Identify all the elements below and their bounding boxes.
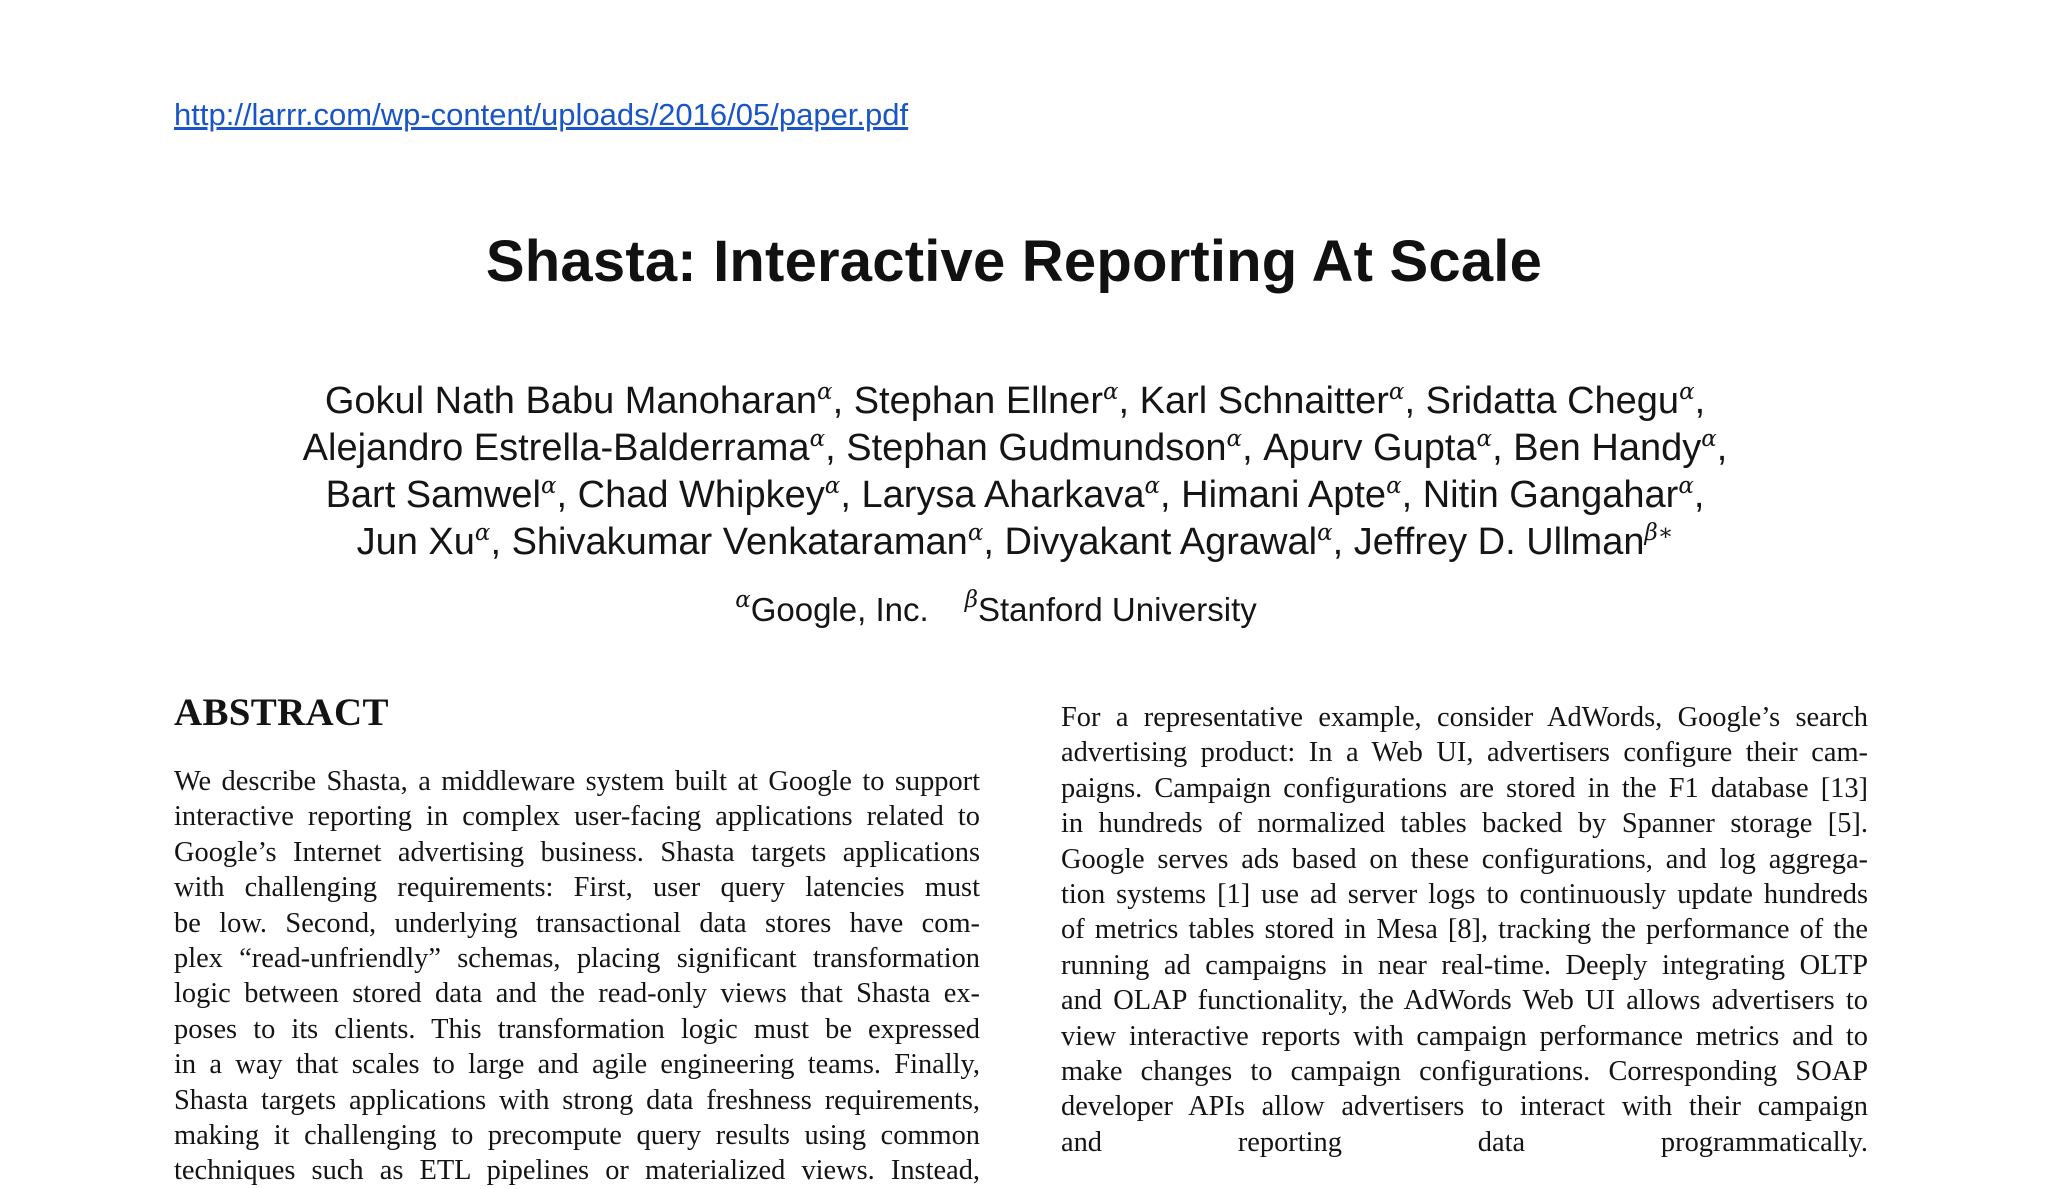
abstract-line: making it challenging to precompute query results using common <box>174 1120 980 1152</box>
affiliations <box>170 587 1822 629</box>
author-separator: , <box>1160 474 1182 516</box>
author <box>846 427 1263 469</box>
author-separator: , <box>1118 380 1140 422</box>
author-separator: , <box>1492 427 1514 469</box>
affiliation <box>964 587 1257 629</box>
affiliation-name: Stanford University <box>978 591 1257 628</box>
author-separator: , <box>983 521 1005 563</box>
intro-line: view interactive reports with campaign performance metrics and to <box>1061 1020 1868 1052</box>
author <box>1140 380 1426 422</box>
author <box>854 380 1140 422</box>
paper-url-link[interactable]: http://larrr.com/wp-content/uploads/2016/05/paper.pdf <box>174 97 909 132</box>
abstract-line: poses to its clients. This transformation logic must be expressed <box>174 1013 980 1045</box>
intro-line: running ad campaigns in near real-time. Deeply integrating OLTP <box>1061 949 1868 981</box>
author <box>326 474 578 516</box>
affiliation <box>735 587 929 629</box>
author-name: Larysa Aharkava <box>861 474 1145 516</box>
author-affiliation-marker: α <box>1226 426 1243 452</box>
abstract-line: plex “read-unfriendly” schemas, placing significant transformation <box>174 943 980 975</box>
intro-line: advertising product: In a Web UI, advertisers configure their cam- <box>1061 737 1868 769</box>
author-name: Stephan Gudmundson <box>846 427 1227 469</box>
intro-line: paigns. Campaign configurations are stored in the F1 database [13] <box>1061 772 1868 804</box>
intro-line: in hundreds of normalized tables backed by Spanner storage [5]. <box>1061 808 1868 840</box>
author-affiliation-marker: α <box>1476 426 1493 452</box>
author-name: Divyakant Agrawal <box>1004 521 1318 563</box>
intro-line: Google serves ads based on these configurations, and log aggrega- <box>1061 843 1868 875</box>
author-separator: , <box>825 427 847 469</box>
author <box>512 521 1005 563</box>
author-line <box>170 519 1860 566</box>
author-separator: , <box>840 474 862 516</box>
author-name: Himani Apte <box>1181 474 1387 516</box>
author <box>1513 427 1727 469</box>
author-separator: , <box>490 521 512 563</box>
abstract-line: interactive reporting in complex user-facing applications related to <box>174 801 980 833</box>
intro-line: of metrics tables stored in Mesa [8], tracking the performance of the <box>1061 914 1868 946</box>
author <box>357 521 512 563</box>
author-name: Alejandro Estrella-Balderrama <box>302 427 810 469</box>
author-name: Shivakumar Venkataraman <box>511 521 968 563</box>
author-name: Sridatta Chegu <box>1425 380 1680 422</box>
author-name: Gokul Nath Babu Manoharan <box>324 380 818 422</box>
affiliation-marker: α <box>735 587 751 613</box>
author <box>1263 427 1513 469</box>
author-line <box>170 378 1860 425</box>
author-affiliation-marker: α <box>474 520 491 546</box>
author-affiliation-marker: α <box>1679 379 1695 405</box>
abstract-body <box>174 764 980 1189</box>
author-affiliation-marker: β∗ <box>1644 520 1674 546</box>
intro-line: tion systems [1] use ad server logs to continuously update hundreds <box>1061 879 1868 911</box>
author-name: Chad Whipkey <box>577 474 825 516</box>
author-affiliation-marker: α <box>967 520 984 546</box>
intro-line: developer APIs allow advertisers to interact with their campaign <box>1061 1091 1868 1123</box>
intro-line: make changes to campaign configurations. Corresponding SOAP <box>1061 1056 1868 1088</box>
intro-body-column <box>1061 700 1868 1160</box>
author-line <box>170 472 1860 519</box>
author-separator: , <box>1242 427 1264 469</box>
author-affiliation-marker: α <box>1388 379 1405 405</box>
abstract-line: be low. Second, underlying transactional data stores have com- <box>174 907 980 939</box>
abstract-line: with challenging requirements: First, user query latencies must <box>174 872 980 904</box>
author-separator: , <box>556 474 578 516</box>
author-separator: , <box>1404 380 1426 422</box>
author-line <box>170 425 1860 472</box>
author-name: Ben Handy <box>1513 427 1702 469</box>
intro-line: and reporting data programmatically. <box>1061 1126 1868 1158</box>
author-name: Karl Schnaitter <box>1139 380 1389 422</box>
author-affiliation-marker: α <box>824 473 841 499</box>
author-name: Jun Xu <box>356 521 475 563</box>
author-affiliation-marker: α <box>1701 426 1717 452</box>
author-affiliation-marker: α <box>1102 379 1119 405</box>
abstract-line: Shasta targets applications with strong data freshness requirements, <box>174 1084 980 1116</box>
author-affiliation-marker: α <box>540 473 557 499</box>
author <box>325 380 854 422</box>
author-separator: , <box>1332 521 1354 563</box>
author-separator: , <box>1693 474 1705 516</box>
author <box>303 427 847 469</box>
author-name: Nitin Gangahar <box>1422 474 1679 516</box>
author-affiliation-marker: α <box>1678 473 1694 499</box>
paper-title: Shasta: Interactive Reporting At Scale <box>485 229 1543 294</box>
author-separator: , <box>832 380 854 422</box>
author-affiliation-marker: α <box>817 379 833 405</box>
abstract-line: We describe Shasta, a middleware system built at Google to support <box>174 766 980 797</box>
abstract-line: techniques such as ETL pipelines or materialized views. Instead, <box>174 1155 980 1187</box>
author-separator: , <box>1716 427 1728 469</box>
author-affiliation-marker: α <box>1144 473 1161 499</box>
author-name: Stephan Ellner <box>853 380 1103 422</box>
author <box>578 474 862 516</box>
author <box>1426 380 1706 422</box>
author-separator: , <box>1694 380 1706 422</box>
author-name: Bart Samwel <box>325 474 541 516</box>
intro-line: and OLAP functionality, the AdWords Web UI allows advertisers to <box>1061 985 1868 1017</box>
affiliation-name: Google, Inc. <box>750 591 929 628</box>
author <box>1181 474 1423 516</box>
paper-excerpt-image <box>170 200 1880 1187</box>
affiliation-marker: β <box>964 587 978 613</box>
author-affiliation-marker: α <box>1317 520 1333 546</box>
abstract-line: logic between stored data and the read-only views that Shasta ex- <box>174 978 980 1010</box>
abstract-line: in a way that scales to large and agile engineering teams. Finally, <box>174 1049 980 1081</box>
author-list <box>170 378 1860 566</box>
author <box>1004 521 1353 563</box>
abstract-line: Google’s Internet advertising business. Shasta targets applications <box>174 836 980 868</box>
author-name: Apurv Gupta <box>1263 427 1477 469</box>
author <box>1423 474 1705 516</box>
abstract-heading: ABSTRACT <box>174 691 389 734</box>
author-affiliation-marker: α <box>1386 473 1402 499</box>
author <box>861 474 1181 516</box>
intro-line: For a representative example, consider AdWords, Google’s search <box>1061 702 1868 733</box>
author-affiliation-marker: α <box>809 426 826 452</box>
author <box>1354 521 1674 563</box>
author-name: Jeffrey D. Ullman <box>1353 521 1645 563</box>
author-separator: , <box>1401 474 1423 516</box>
